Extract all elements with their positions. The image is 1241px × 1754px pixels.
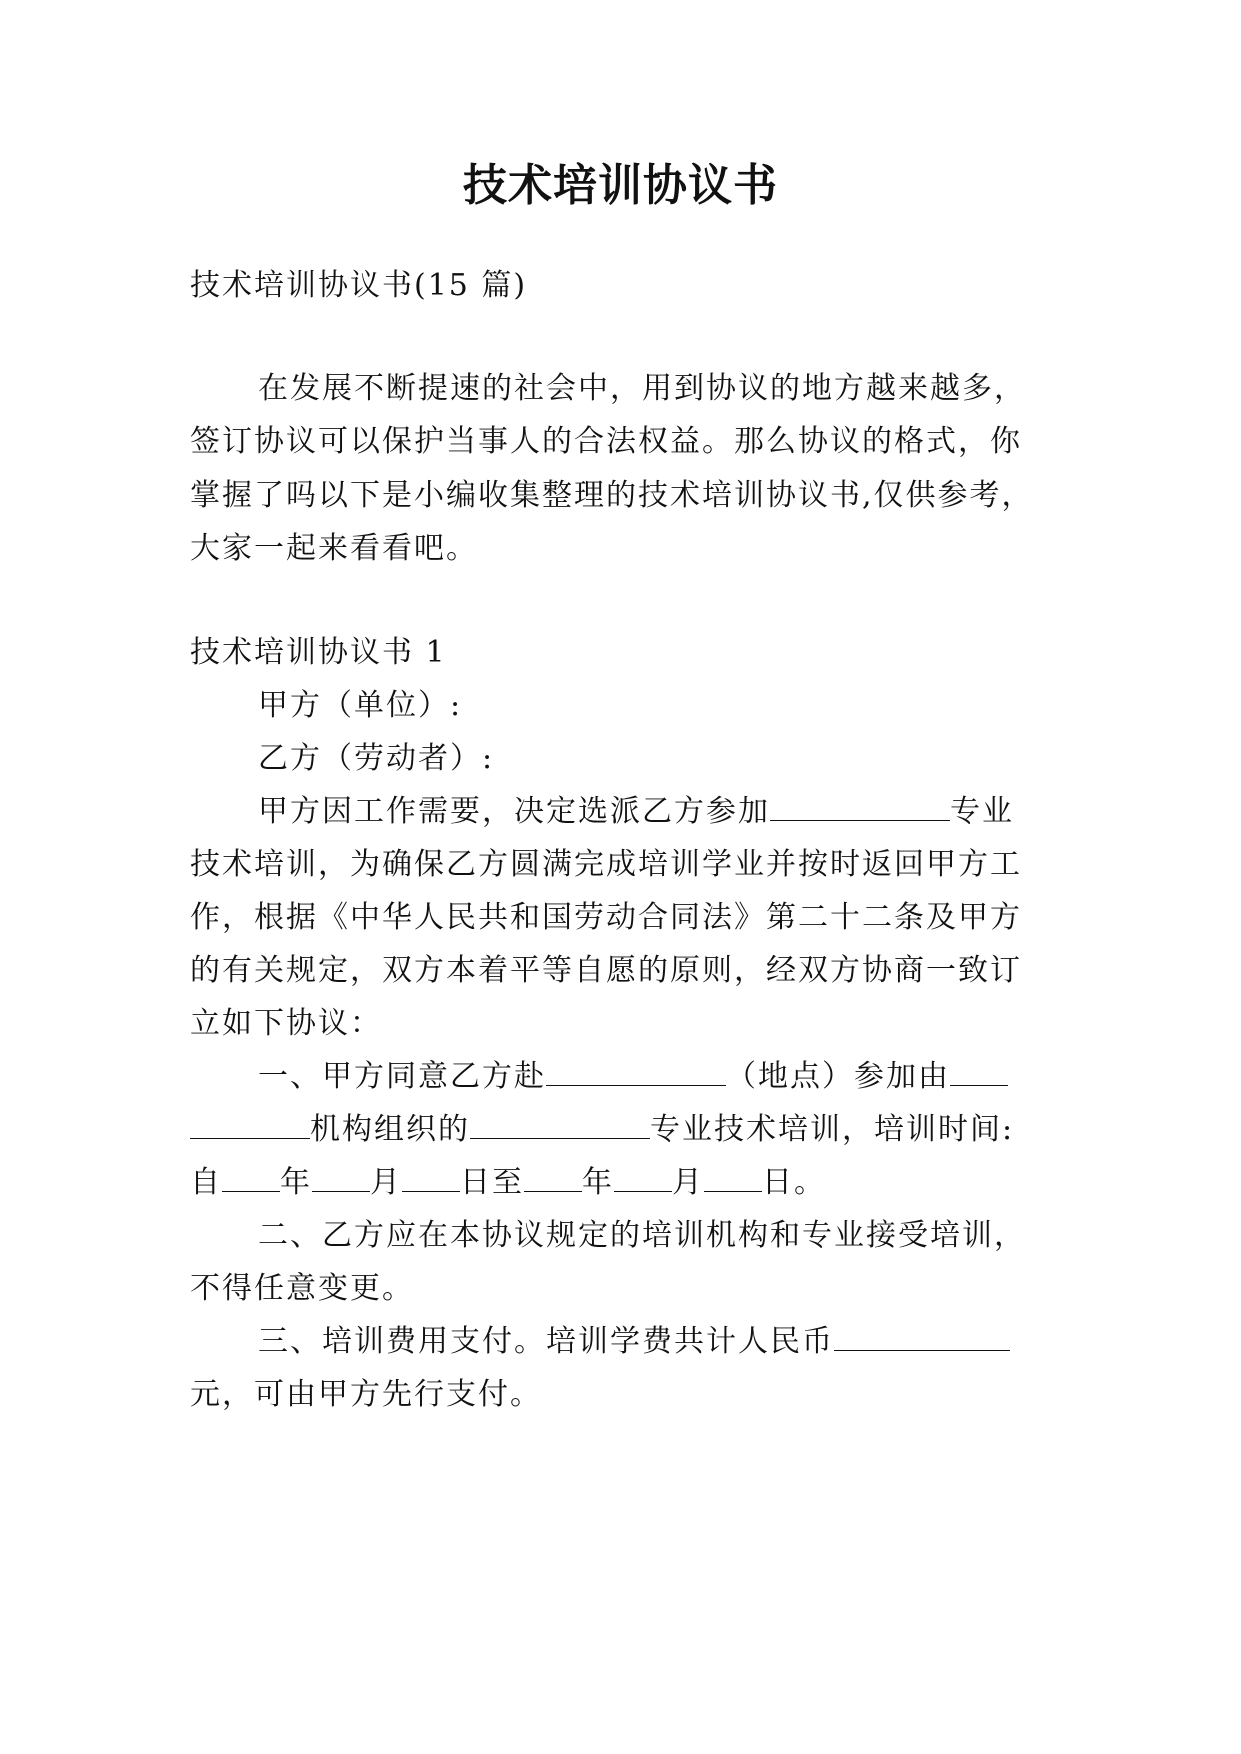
intro-line-4: 大家一起来看看吧。 (190, 531, 478, 566)
item-text: 三、培训费用支付。培训学费共计人民币 (258, 1324, 834, 1359)
item-text: 一、甲方同意乙方赴 (258, 1059, 546, 1094)
fill-blank (614, 1165, 672, 1192)
date-text: 日。 (762, 1165, 826, 1200)
fill-blank (312, 1165, 370, 1192)
paragraph-1-line-2: 技术培训，为确保乙方圆满完成培训学业并按时返回甲方工 (190, 847, 1022, 882)
document-title: 技术培训协议书 (463, 160, 778, 211)
date-text: 年 (280, 1165, 312, 1200)
item-2-line-1: 二、乙方应在本协议规定的培训机构和专业接受培训， (258, 1218, 1026, 1253)
intro-line-3: 掌握了吗以下是小编收集整理的技术培训协议书,仅供参考， (190, 478, 1034, 513)
paragraph-1-line-3: 作，根据《中华人民共和国劳动合同法》第二十二条及甲方 (190, 900, 1022, 935)
date-text: 自 (190, 1165, 222, 1200)
fill-blank (222, 1165, 280, 1192)
section-heading: 技术培训协议书 1 (190, 635, 447, 670)
date-text: 月 (672, 1165, 704, 1200)
party-b-label: 乙方（劳动者）: (258, 741, 495, 776)
item-text: 机构组织的 (310, 1112, 470, 1147)
fill-blank (834, 1324, 1010, 1351)
fill-blank (402, 1165, 460, 1192)
item-text: 专业技术培训，培训时间: (650, 1112, 1015, 1147)
fill-blank (190, 1112, 310, 1139)
item-3-line-2: 元，可由甲方先行支付。 (190, 1377, 542, 1412)
fill-blank (546, 1059, 726, 1086)
intro-line-1: 在发展不断提速的社会中，用到协议的地方越来越多， (258, 371, 1026, 406)
fill-blank (704, 1165, 762, 1192)
fill-blank (524, 1165, 582, 1192)
item-1-line-2 (190, 1110, 1014, 1150)
item-2-line-2: 不得任意变更。 (190, 1271, 414, 1306)
fill-blank (470, 1112, 650, 1139)
date-text: 月 (370, 1165, 402, 1200)
party-a-label: 甲方（单位）: (258, 688, 463, 723)
date-text: 年 (582, 1165, 614, 1200)
paragraph-1-line-5: 立如下协议： (190, 1006, 382, 1041)
document-subtitle: 技术培训协议书(15 篇) (190, 268, 528, 303)
paragraph-1-line-1 (258, 792, 1014, 832)
date-text: 日至 (460, 1165, 524, 1200)
item-1-line-3 (190, 1163, 826, 1203)
intro-line-2: 签订协议可以保护当事人的合法权益。那么协议的格式，你 (190, 424, 1022, 459)
item-1-line-1 (258, 1057, 1008, 1097)
item-3-line-1 (258, 1322, 1010, 1362)
paragraph-text: 专业 (950, 794, 1014, 829)
paragraph-1-line-4: 的有关规定，双方本着平等自愿的原则，经双方协商一致订 (190, 953, 1022, 988)
paragraph-text: 甲方因工作需要，决定选派乙方参加 (258, 794, 770, 829)
item-text: （地点）参加由 (726, 1059, 950, 1094)
fill-blank (770, 794, 950, 821)
fill-blank (950, 1059, 1008, 1086)
